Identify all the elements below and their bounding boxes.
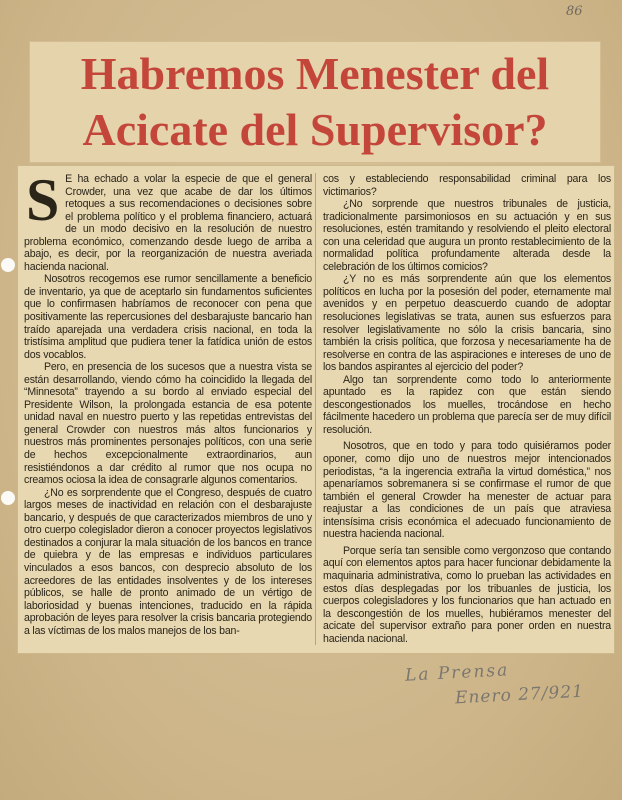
paragraph-text: E ha echado a volar la especie de que el general Crowder, una vez que acabe de dar los últimos retoques a sus recomendaciones o decisiones sobre el problema político y el problema financiero, actuará de un modo decisivo en la resolución de nuestro problema económico, comenzando desde luego de arriba a abajo, es decir, por la reorganización de nuestra averiada hacienda nacional. xyxy=(24,173,312,273)
article-right-column xyxy=(323,173,611,645)
column-divider xyxy=(315,173,316,645)
article-paragraph xyxy=(24,167,312,273)
handwritten-note xyxy=(18,653,614,723)
drop-cap: S xyxy=(26,167,60,233)
handwritten-source: La Prensa xyxy=(404,660,510,686)
article-paragraph: cos y estableciendo responsabilidad criminal para los victimarios? xyxy=(323,173,611,198)
page-number: 86 xyxy=(566,4,583,19)
punch-hole xyxy=(1,491,15,505)
article-paragraph: ¿Y no es más sorprendente aún que los elementos políticos en lucha por la posesión del poder, eternamente mal avenidos y en perpetuo deascuerdo cuando de adoptar resoluciones legislativas se trata, aunen sus esfuerzos para resolver legislativamente no sólo la crisis bancaria, sino también la crisis política, que forzosa y necesariamente ha de resolverse en contra de las aspiraciones e intereses de uno de los bandos aspirantes al ejercicio del poder? xyxy=(323,273,611,374)
article-paragraph: Nosotros recogemos ese rumor sencillamente a beneficio de inventario, ya que de aceptarlo sin fundamentos suficientes que lo confirmasen habríamos de reconocer con pena que positivamente las repercusiones del desbarajuste bancario han traído aparejada una verdadera crisis nacional, en toda la tristísima amplitud que pudiera tener la fatídica unión de estos dos vocablos. xyxy=(24,273,312,361)
article-paragraph: ¿No sorprende que nuestros tribunales de justicia, tradicionalmente parsimoniosos en su actuación y en sus resoluciones, estén tramitando y resolviendo el pleito electoral con una celeridad que augura un pronto restablecimiento de la normalidad política profundamente alterada desde la celebración de los últimos comicios? xyxy=(323,198,611,273)
article-paragraph: Algo tan sorprendente como todo lo anteriormente apuntado es la rapidez con que están siendo descongestionados los muelles, trocándose en hecho fácilmente hacedero un problema que parecía ser de muy difícil resolución. xyxy=(323,373,611,436)
article-paragraph: Nosotros, que en todo y para todo quisiéramos poder oponer, como dijo uno de nuestros mejor intencionados periodistas, “a la ingerencia extraña la virtud doméstica,” nos apenaríamos sobremanera si se confirmase el rumor de que también el general Crowder ha menester de actuar para reajustar a las condiciones de un país que atraviesa intensísima crisis económica el adecuado funcionamiento de nuestra hacienda nacional. xyxy=(323,440,611,541)
headline-line-2: Acicate del Supervisor? xyxy=(82,104,548,155)
article-clipping xyxy=(18,166,614,653)
article-paragraph: Pero, en presencia de los sucesos que a nuestra vista se están desarrollando, viendo cómo ha coincidido la llegada del “Minnesota” trayendo a su bordo al enviado especial del Presidente Wilson, la prolongada estancia de esa potente unidad naval en nuestro puerto y las repetidas entrevistas del general Crowder con nuestros más altos funcionarios y nuestros más prominentes personajes políticos, con una serie de hechos excepcionalmente extraordinarios, aun resistiéndonos a dar crédito al rumor que nos ocupa no creamos ociosa la idea de consagrarle algunos comentarios. xyxy=(24,361,312,487)
article-paragraph: ¿No es sorprendente que el Congreso, después de cuatro largos meses de inactividad en relación con el desbarajuste bancario, y después de que caracterizados miembros de uno y otro cuerpo colegislador dieron a conocer proyectos legislativos destinados a conjurar la mala situación de los bancos en trance de quiebra y de las empresas e individuos particulares vinculados a esos bancos, con desprecio absoluto de los acreedores de las entidades insolventes y de los intereses públicos, se halle de pronto animado de un vértigo de laboriosidad y buenas intenciones, traducido en la rápida aprobación de leyes para resolver la crisis bancaria protegiendo a las víctimas de los malos manejos de los ban- xyxy=(24,486,312,637)
handwritten-date: Enero 27/921 xyxy=(454,681,585,709)
headline-line-1: Habremos Menester del xyxy=(80,48,550,99)
article-left-column xyxy=(24,167,312,645)
punch-hole xyxy=(1,258,15,272)
article-paragraph: Porque sería tan sensible como vergonzoso que contando aquí con elementos aptos para hacer funcionar debidamente la maquinaria administrativa, como lo prueban las actividades en estos días desplegadas por los tribuanles de justicia, los cuerpos colegisladores y los funcionarios que han actuado en la descongestión de los muelles, hubiéramos menester del acicate del supervisor extraño para poner orden en nuestra hacienda nacional. xyxy=(323,544,611,645)
